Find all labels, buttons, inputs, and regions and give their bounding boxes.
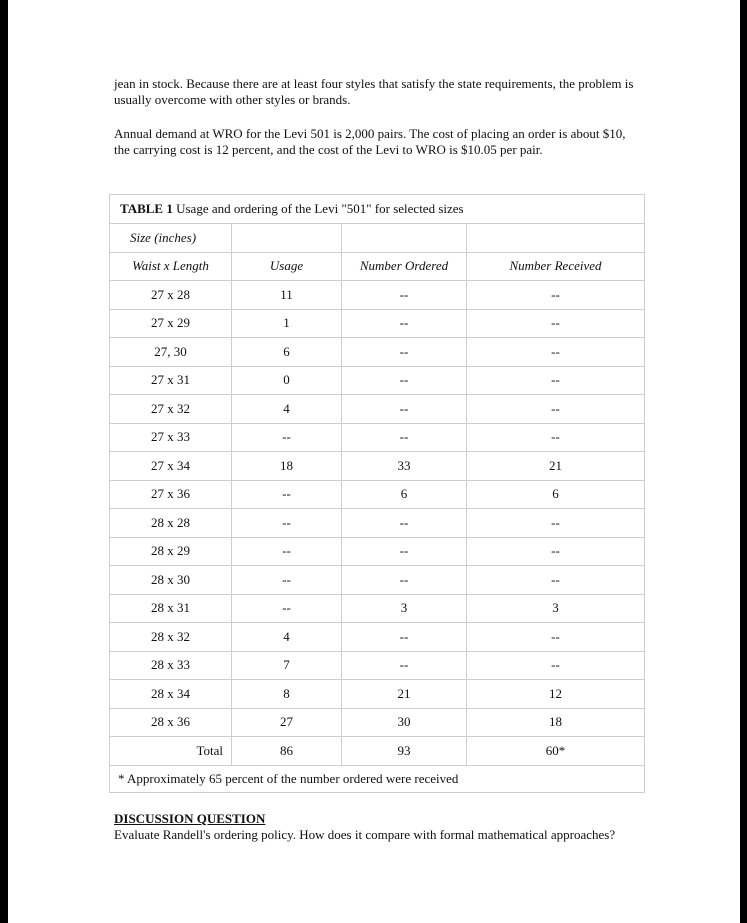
size-cell: 28 x 31	[110, 594, 232, 623]
column-header: Number Received	[467, 252, 645, 281]
document-page	[8, 0, 740, 923]
value-cell: --	[232, 480, 342, 509]
value-cell: --	[232, 537, 342, 566]
value-cell: 3	[467, 594, 645, 623]
table-row	[110, 566, 645, 595]
value-cell: 27	[232, 708, 342, 737]
paragraph-demand: Annual demand at WRO for the Levi 501 is 2,000 pairs. The cost of placing an order is about $10, the carrying cost is 12 percent, and the cost of the Levi to WRO is $10.05 per pair.	[114, 126, 626, 157]
total-row	[110, 737, 645, 766]
column-header: Number Ordered	[342, 252, 467, 281]
value-cell: --	[467, 537, 645, 566]
table-row	[110, 623, 645, 652]
value-cell: --	[232, 509, 342, 538]
value-cell: 6	[467, 480, 645, 509]
table-row	[110, 423, 645, 452]
value-cell: 18	[232, 452, 342, 481]
size-cell: 27 x 34	[110, 452, 232, 481]
size-cell: 27 x 29	[110, 309, 232, 338]
size-cell: 27 x 31	[110, 366, 232, 395]
value-cell: --	[467, 338, 645, 367]
value-cell: --	[342, 509, 467, 538]
table-row	[110, 395, 645, 424]
size-cell: 28 x 33	[110, 651, 232, 680]
value-cell: --	[467, 651, 645, 680]
value-cell: 11	[232, 281, 342, 310]
value-cell: 7	[232, 651, 342, 680]
value-cell: --	[232, 423, 342, 452]
value-cell: --	[342, 395, 467, 424]
value-cell: 3	[342, 594, 467, 623]
value-cell: 18	[467, 708, 645, 737]
value-cell: --	[467, 423, 645, 452]
footnote-row	[110, 765, 645, 792]
size-cell: 28 x 34	[110, 680, 232, 709]
value-cell: 30	[342, 708, 467, 737]
value-cell: --	[342, 281, 467, 310]
value-cell: 4	[232, 395, 342, 424]
table-row	[110, 708, 645, 737]
table-title-row	[110, 195, 645, 224]
value-cell: --	[467, 566, 645, 595]
table-row	[110, 281, 645, 310]
table-row	[110, 594, 645, 623]
size-cell: 27, 30	[110, 338, 232, 367]
size-cell: 27 x 36	[110, 480, 232, 509]
table-footnote: * Approximately 65 percent of the number ordered were received	[110, 765, 645, 792]
value-cell: --	[467, 623, 645, 652]
column-header: Waist x Length	[110, 252, 232, 281]
column-header-row	[110, 252, 645, 281]
table-row	[110, 366, 645, 395]
table-row	[110, 480, 645, 509]
size-cell: 27 x 28	[110, 281, 232, 310]
table-row	[110, 651, 645, 680]
value-cell: --	[232, 566, 342, 595]
value-cell: 8	[232, 680, 342, 709]
size-header-row	[110, 224, 645, 253]
value-cell: --	[342, 651, 467, 680]
value-cell: --	[467, 309, 645, 338]
value-cell: 21	[342, 680, 467, 709]
size-cell: 28 x 28	[110, 509, 232, 538]
discussion-section	[114, 811, 634, 843]
levi-usage-table	[109, 194, 645, 793]
size-header: Size (inches)	[110, 224, 232, 253]
value-cell: --	[342, 537, 467, 566]
table-title-text: Usage and ordering of the Levi "501" for selected sizes	[172, 201, 464, 216]
table-row	[110, 509, 645, 538]
size-cell: 28 x 32	[110, 623, 232, 652]
value-cell: 6	[342, 480, 467, 509]
size-cell: 27 x 33	[110, 423, 232, 452]
size-cell: 28 x 29	[110, 537, 232, 566]
table-row	[110, 452, 645, 481]
size-cell: 28 x 36	[110, 708, 232, 737]
paragraph-stock: jean in stock. Because there are at least four styles that satisfy the state requirements, the problem is usually overcome with other styles or brands.	[114, 76, 634, 107]
table-row	[110, 338, 645, 367]
size-cell: 27 x 32	[110, 395, 232, 424]
table-row	[110, 537, 645, 566]
table-row	[110, 680, 645, 709]
value-cell: --	[342, 309, 467, 338]
value-cell: 0	[232, 366, 342, 395]
value-cell: --	[467, 509, 645, 538]
value-cell: 4	[232, 623, 342, 652]
value-cell: --	[342, 566, 467, 595]
total-value: 60*	[467, 737, 645, 766]
column-header: Usage	[232, 252, 342, 281]
value-cell: --	[467, 395, 645, 424]
value-cell: --	[232, 594, 342, 623]
value-cell: --	[342, 366, 467, 395]
size-cell: 28 x 30	[110, 566, 232, 595]
value-cell: 33	[342, 452, 467, 481]
table-title-label: TABLE 1	[120, 201, 173, 216]
value-cell: 1	[232, 309, 342, 338]
value-cell: 21	[467, 452, 645, 481]
value-cell: 12	[467, 680, 645, 709]
value-cell: --	[467, 281, 645, 310]
value-cell: --	[342, 623, 467, 652]
value-cell: --	[342, 338, 467, 367]
value-cell: --	[342, 423, 467, 452]
total-value: 86	[232, 737, 342, 766]
value-cell: 6	[232, 338, 342, 367]
total-label: Total	[110, 737, 232, 766]
discussion-text: Evaluate Randell's ordering policy. How does it compare with formal mathematical approaches?	[114, 827, 616, 842]
total-value: 93	[342, 737, 467, 766]
value-cell: --	[467, 366, 645, 395]
discussion-heading: DISCUSSION QUESTION	[114, 811, 266, 826]
table-title	[110, 195, 645, 224]
table-row	[110, 309, 645, 338]
